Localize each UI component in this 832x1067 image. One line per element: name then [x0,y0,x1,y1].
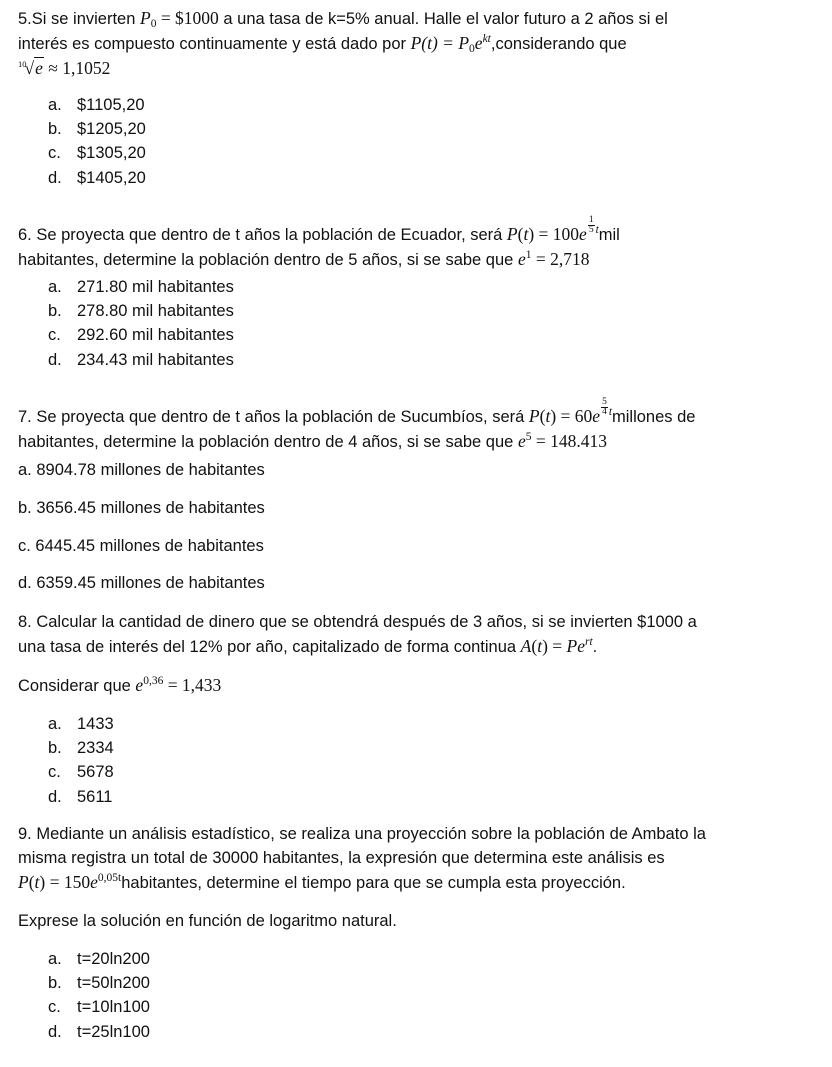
question-6-options [18,275,418,372]
option-9d[interactable]: d. t=25ln100 [48,1022,150,1041]
option-7a[interactable]: a. 8904.78 millones de habitantes [18,461,265,479]
formula-root-e: $^{10}$√e ≈ 1,1052 [18,58,111,78]
option-5b[interactable]: b. $1205,20 [48,120,146,139]
option-8b[interactable]: b. 2334 [48,739,114,758]
option-9a[interactable]: a. t=20ln200 [48,950,150,968]
question-9-text: 9. Mediante un análisis estadístico, se realiza una proyección sobre la población de Ambato la misma registra un total de 30000 habitantes, la expresión que determina este análisis es $P(t) = 150e^{0,05t}habitantes$, determine el tiempo para que se cumpla esta proyección. [18,825,706,892]
option-8d[interactable]: d. 5611 [48,787,113,806]
question-9-express: Exprese la solución en función de logaritmo natural. [18,912,397,930]
option-8c[interactable]: c. 5678 [48,763,114,782]
question-8-text: 8. Calcular la cantidad de dinero que se obtendrá después de 3 años, si se invierten $1000 a una tasa de interés del 12% por año, capitalizado de forma continua $A(t) = Pe^{rt}$. [18,613,697,656]
option-8a[interactable]: a. 1433 [48,715,114,733]
question-8 [18,610,697,659]
question-9 [18,822,706,895]
question-7 [18,398,695,454]
question-8-options [18,712,418,809]
option-9b[interactable]: b. t=50ln200 [48,974,150,993]
option-7d[interactable]: d. 6359.45 millones de habitantes [18,574,265,592]
formula-pt: $P(t) = P_0e^{kt}$ [410,33,491,55]
option-5d[interactable]: d. $1405,20 [48,168,146,187]
formula-ambato: $P(t) = 150e^{0,05t}$ [18,872,122,892]
question-5-options [18,93,418,190]
option-7b[interactable]: b. 3656.45 millones de habitantes [18,499,265,517]
option-6b[interactable]: b. 278.80 mil habitantes [48,302,234,321]
formula-p0: $P_0$ = $1000 [139,8,219,30]
question-6 [18,216,620,272]
formula-ecuador: P(t) = 100e $\frac{1}{5}$ $^t$ [506,215,599,244]
question-9-options [18,947,418,1044]
option-9c[interactable]: c. t=10ln100 [48,998,150,1017]
formula-sucumbios: P(t) = 60e $\frac{5}{4}$ $^t$ [528,397,613,426]
option-6c[interactable]: c. 292.60 mil habitantes [48,326,234,345]
option-5a[interactable]: a. $1105,20 [48,96,145,114]
option-6d[interactable]: d. 234.43 mil habitantes [48,350,234,369]
option-7c[interactable]: c. 6445.45 millones de habitantes [18,537,264,555]
formula-at: $A(t) = Pe^{rt}$ [520,636,593,656]
formula-e1: $e^1 = 2,718$ [517,249,590,269]
option-5c[interactable]: c. $1305,20 [48,144,146,163]
question-5-text: 5.Si se invierten $P_0$ = $1000 a una tasa de k=5% anual. Halle el valor futuro a 2 años si el interés es compuesto continuamente y está dado por $P(t) = P_0e^{kt},considerando$ que $^{10}$√e ≈ 1,1052 [18,8,668,78]
formula-e036: $e^{0,36} = 1,433$ [135,675,222,695]
formula-e5: $e^5 = 148.413$ [517,431,607,451]
option-6a[interactable]: a. 271.80 mil habitantes [48,278,234,296]
question-6-text: 6. Se proyecta que dentro de t años la población de Ecuador, será P(t) = 100e $\frac{1}{5}$ $^t$mil habitantes, determine la población dentro de 5 años, si se sabe que $e^1 = 2,718$ [18,215,620,269]
question-7-text: 7. Se proyecta que dentro de t años la población de Sucumbíos, será P(t) = 60e $\frac{5}{4}$ $^t$millones de habitantes, determine la población dentro de 4 años, si se sabe que $e^5 = 148.413$ [18,397,696,451]
question-5 [18,6,668,83]
question-8-consider: Considerar que $e^{0,36} = 1,433$ [18,675,222,695]
